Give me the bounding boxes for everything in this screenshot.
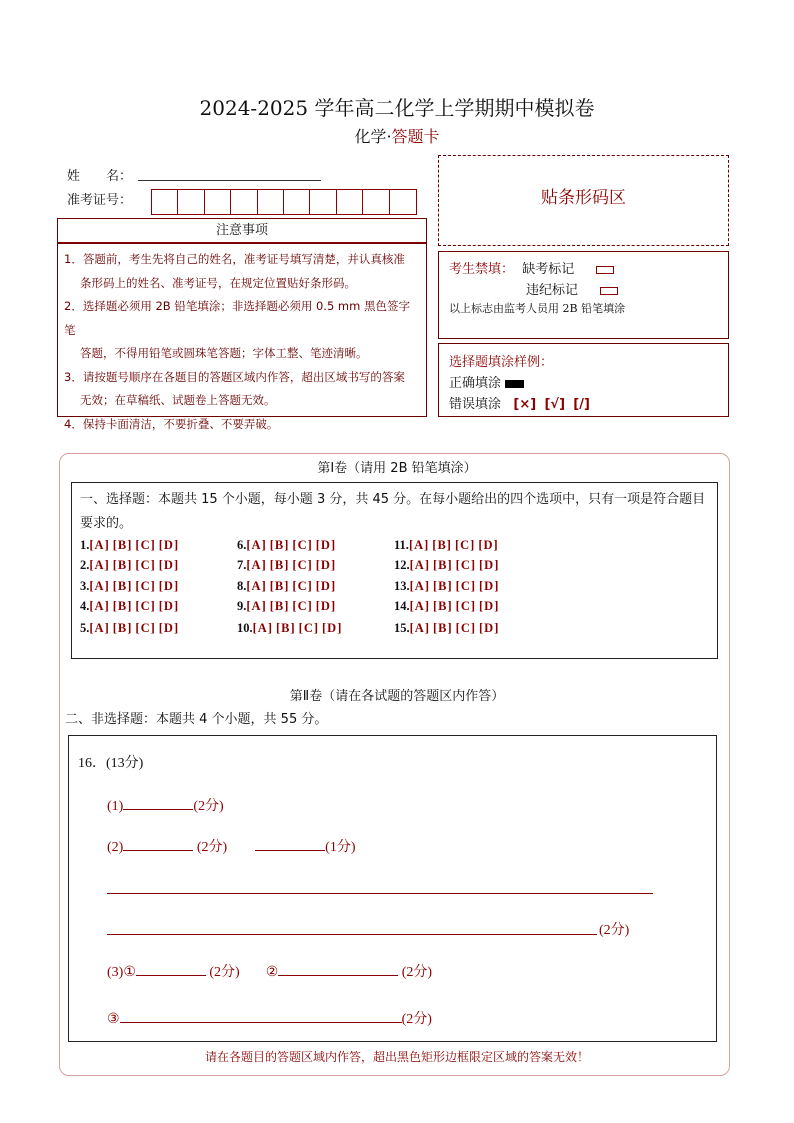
answer-line[interactable] [107,893,653,894]
option-bubble[interactable]: [A] [89,579,110,593]
option-bubble[interactable]: [B] [269,538,290,552]
option-bubble[interactable]: [C] [292,579,313,593]
option-bubble[interactable]: [B] [275,621,296,635]
option-bubble[interactable]: [D] [479,558,500,572]
question-number: 11. [394,538,409,552]
option-bubble[interactable]: [D] [322,621,343,635]
option-bubble[interactable]: [A] [409,621,430,635]
option-bubble[interactable]: [C] [135,579,156,593]
page-title: 2024-2025 学年高二化学上学期期中模拟卷 [199,96,595,120]
subtitle-card: 答题卡 [391,127,440,146]
barcode-area: 贴条形码区 [438,155,729,246]
option-bubble[interactable]: [A] [408,538,430,552]
option-bubble[interactable]: [B] [112,621,133,635]
part2-heading: 第Ⅱ卷（请在各试题的答题区内作答） [289,689,505,704]
fill-sample-box: 选择题填涂样例： 正确填涂 错误填涂 [×] [√] [/] [438,343,729,417]
option-bubble[interactable]: [B] [432,558,453,572]
question-number: 8. [237,579,247,593]
option-bubble[interactable]: [C] [455,579,477,593]
question-number: 3. [80,579,90,593]
q16-part3: (3)① (2分) ② (2分) [107,961,432,981]
option-bubble[interactable]: [A] [246,558,267,572]
q16-part1: (1) (2分) [107,795,224,815]
option-bubble[interactable]: [C] [135,599,156,613]
option-bubble[interactable]: [B] [432,621,453,635]
part1-heading: 第Ⅰ卷（请用 2B 铅笔填涂） [317,461,477,476]
id-number-boxes[interactable] [151,189,417,215]
option-bubble[interactable]: [C] [455,599,477,613]
question-number: 9. [237,599,247,613]
option-bubble[interactable]: [D] [315,599,337,613]
option-bubble[interactable]: [B] [269,599,290,613]
option-bubble[interactable]: [A] [409,579,430,593]
option-bubble[interactable]: [B] [432,599,453,613]
option-bubble[interactable]: [D] [158,538,180,552]
option-bubble[interactable]: [A] [89,599,110,613]
option-bubble[interactable]: [C] [455,621,477,635]
question-number: 2. [80,558,90,572]
notes-list [57,243,427,431]
choice-question [80,599,182,614]
choice-question [80,579,182,594]
option-bubble[interactable]: [D] [479,579,500,593]
choice-question [80,621,182,636]
choice-question [237,621,345,636]
note-item: 3．请按题号顺序在各题目的答题区域内作答，超出区域书写的答案 无效；在草稿纸、试题卷上答题无效。 [64,369,405,407]
option-bubble[interactable]: [D] [479,599,500,613]
answer-line[interactable] [107,934,597,935]
option-bubble[interactable]: [C] [454,538,476,552]
choice-question [394,558,502,573]
part1-instruction: 一、选择题：本题共 15 个小题，每小题 3 分，共 45 分。在每小题给出的四个选项中，只有一项是符合题目要求的。 [80,492,706,531]
choice-question [394,621,502,636]
option-bubble[interactable]: [D] [315,579,337,593]
question-number: 6. [237,538,247,552]
question-number: 12. [394,558,410,572]
option-bubble[interactable]: [B] [112,538,133,552]
choice-question [237,558,339,573]
choice-question [237,538,339,553]
question-number: 13. [394,579,410,593]
id-label: 准考证号： [67,193,133,208]
option-bubble[interactable]: [D] [315,538,337,552]
question-number: 4. [80,599,90,613]
name-label: 姓 名： [67,169,133,184]
option-bubble[interactable]: [A] [252,621,273,635]
choice-question [394,599,502,614]
option-bubble[interactable]: [D] [479,621,500,635]
notes-heading: 注意事项 [57,218,427,244]
q16-box [68,735,717,1042]
option-bubble[interactable]: [A] [246,579,267,593]
option-bubble[interactable]: [C] [292,599,313,613]
option-bubble[interactable]: [C] [135,538,156,552]
choice-question [394,579,502,594]
score-label: (2分) [599,923,630,938]
note-item: 2．选择题必须用 2B 铅笔填涂；非选择题必须用 0.5 mm 黑色签字笔 答题，不得用铅笔或圆珠笔答题；字体工整、笔迹清晰。 [64,299,410,360]
absent-mark-box[interactable] [596,266,614,274]
option-bubble[interactable]: [D] [158,558,180,572]
question-number: 7. [237,558,247,572]
option-bubble[interactable]: [C] [135,558,156,572]
choice-question [237,579,339,594]
filled-mark-icon [505,380,524,388]
q16-title: 16．(13分) [78,756,144,771]
option-bubble[interactable]: [D] [315,558,337,572]
q16-part3-3: ③ (2分) [107,1008,432,1028]
option-bubble[interactable]: [A] [409,599,430,613]
option-bubble[interactable]: [B] [269,579,290,593]
question-number: 10. [237,621,253,635]
option-bubble[interactable]: [D] [158,621,180,635]
question-number: 5. [80,621,90,635]
violation-mark-box[interactable] [600,287,618,295]
option-bubble[interactable]: [C] [292,538,313,552]
question-number: 14. [394,599,410,613]
option-bubble[interactable]: [A] [89,621,110,635]
option-bubble[interactable]: [C] [135,621,156,635]
page-subtitle [0,124,794,147]
option-bubble[interactable]: [B] [432,579,453,593]
choice-question [80,538,182,553]
option-bubble[interactable]: [C] [292,558,313,572]
option-bubble[interactable]: [A] [246,599,267,613]
question-number: 15. [394,621,410,635]
option-bubble[interactable]: [C] [455,558,477,572]
note-item: 1．答题前，考生先将自己的姓名，准考证号填写清楚，并认真核准 条形码上的姓名、准考证号，在规定位置贴好条形码。 [64,252,405,290]
proctor-only-box: 考生禁填： 缺考标记 违纪标记 以上标志由监考人员用 2B 铅笔填涂 [438,251,729,339]
option-bubble[interactable]: [A] [89,558,110,572]
footer-warning: 请在各题目的答题区域内作答，超出黑色矩形边框限定区域的答案无效！ [204,1050,589,1064]
option-bubble[interactable]: [B] [432,538,452,552]
option-bubble[interactable]: [A] [409,558,430,572]
option-bubble[interactable]: [D] [478,538,499,552]
option-bubble[interactable]: [B] [112,599,133,613]
option-bubble[interactable]: [A] [89,538,110,552]
question-number: 1. [80,538,90,552]
option-bubble[interactable]: [B] [112,558,133,572]
subtitle-subject: 化学· [354,127,392,146]
option-bubble[interactable]: [D] [158,599,180,613]
q16-part2: (2) (2分) (1分) [107,836,355,856]
choice-question [237,599,339,614]
note-item: 4．保持卡面清洁，不要折叠、不要弄破。 [64,416,279,431]
option-bubble[interactable]: [B] [269,558,290,572]
option-bubble[interactable]: [A] [246,538,267,552]
part2-instruction: 二、非选择题：本题共 4 个小题，共 55 分。 [65,712,328,727]
name-field[interactable] [138,164,321,181]
option-bubble[interactable]: [D] [158,579,180,593]
option-bubble[interactable]: [C] [298,621,320,635]
choice-question [80,558,182,573]
choice-question [394,538,502,553]
option-bubble[interactable]: [B] [112,579,133,593]
